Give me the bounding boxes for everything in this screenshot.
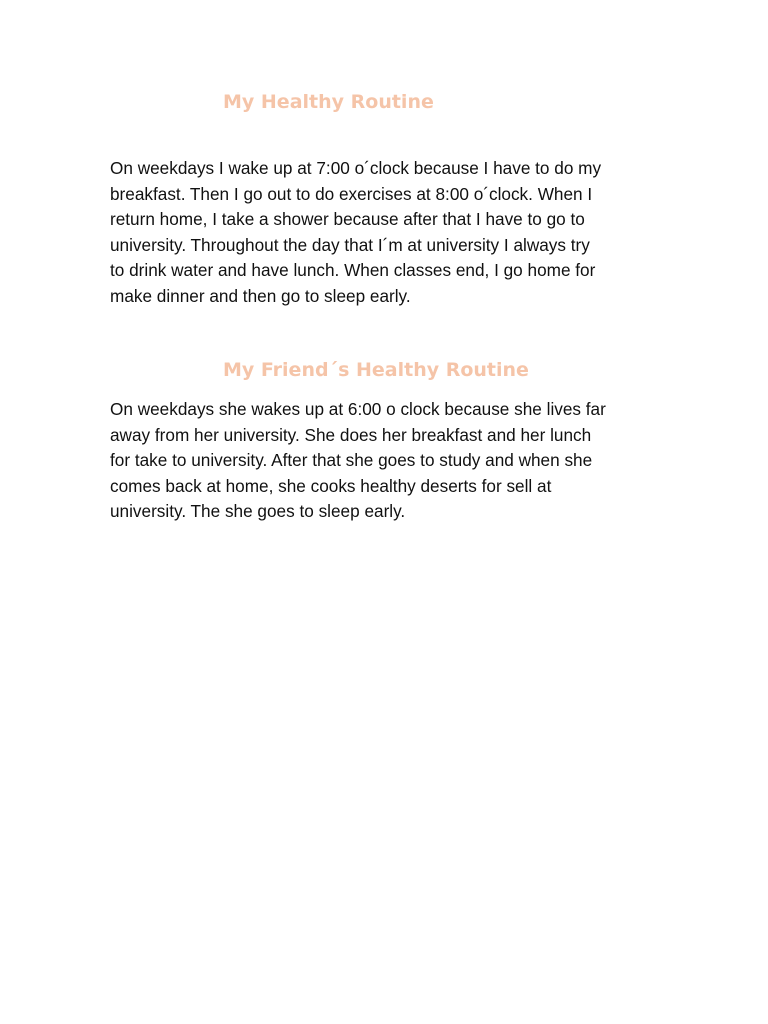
- section-title-my-healthy-routine: My Healthy Routine: [223, 91, 434, 113]
- paragraph-line: to drink water and have lunch. When classes end, I go home for: [110, 260, 596, 280]
- paragraph-line: university. Throughout the day that I´m at university I always try: [110, 234, 590, 255]
- paragraph-line: On weekdays I wake up at 7:00 o´clock because I have to do my: [110, 158, 602, 178]
- paragraph-line: On weekdays she wakes up at 6:00 o clock because she lives far: [110, 399, 606, 419]
- section-title-my-friends-healthy-routine: My Friend´s Healthy Routine: [223, 359, 529, 381]
- paragraph-line: return home, I take a shower because after that I have to go to: [110, 209, 585, 229]
- paragraph-line: make dinner and then go to sleep early.: [110, 285, 411, 306]
- paragraph-line: university. The she goes to sleep early.: [110, 501, 406, 521]
- paragraph-my-friends-healthy-routine: [110, 397, 670, 525]
- paragraph-line: for take to university. After that she goes to study and when she: [110, 450, 593, 470]
- paragraph-line: comes back at home, she cooks healthy deserts for sell at: [110, 475, 552, 496]
- paragraph-line: away from her university. She does her breakfast and her lunch: [110, 424, 592, 445]
- paragraph-line: breakfast. Then I go out to do exercises at 8:00 o´clock. When I: [110, 183, 593, 204]
- paragraph-my-healthy-routine: [110, 156, 670, 309]
